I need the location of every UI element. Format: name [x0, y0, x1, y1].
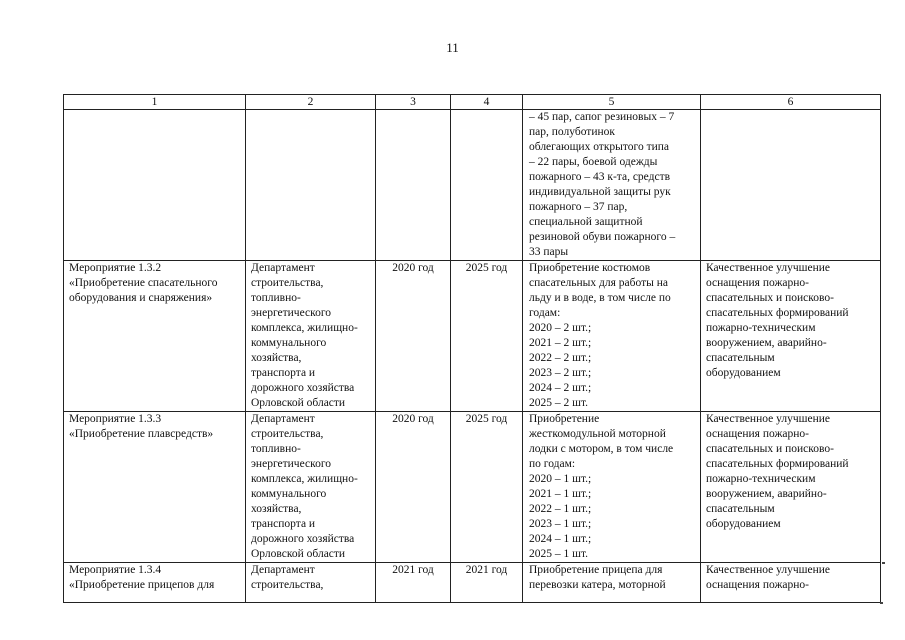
- cell-text-line: Орловской области: [251, 397, 346, 409]
- cell-text-line: Качественное улучшение: [706, 564, 831, 576]
- table-cell-col4: 2021 год: [451, 563, 523, 603]
- cell-text-line: комплекса, жилищно-: [251, 322, 358, 334]
- cell-text-line: годам:: [529, 307, 561, 319]
- column-header-3: 3: [376, 95, 451, 110]
- column-header-5: 5: [523, 95, 701, 110]
- table-cell-col3: 2020 год: [376, 412, 451, 563]
- table-cell-col3: [376, 110, 451, 261]
- table-cell-col5: [523, 563, 701, 603]
- cell-text-line: вооружением, аварийно-: [706, 488, 827, 500]
- cell-text-line: 2024 – 2 шт.;: [529, 382, 592, 394]
- cell-text-line: Качественное улучшение: [706, 413, 831, 425]
- cell-text-line: хозяйства,: [251, 352, 302, 364]
- cell-text-line: 2021 – 1 шт.;: [529, 488, 592, 500]
- cell-text-line: оснащения пожарно-: [706, 579, 809, 591]
- table-row: [64, 563, 881, 603]
- cell-text-line: 2020 – 1 шт.;: [529, 473, 592, 485]
- cell-text-line: пожарного – 43 к-та, средств: [529, 171, 671, 183]
- cell-text-line: пожарного – 37 пар,: [529, 201, 628, 213]
- cell-text-line: комплекса, жилищно-: [251, 473, 358, 485]
- cell-text-line: 2023 – 1 шт.;: [529, 518, 592, 530]
- cell-text-line: по годам:: [529, 458, 576, 470]
- cell-text-line: 2020 – 2 шт.;: [529, 322, 592, 334]
- cell-text-line: Приобретение прицепа для: [529, 564, 663, 576]
- table-row: [64, 261, 881, 412]
- cell-text-line: 2021 – 2 шт.;: [529, 337, 592, 349]
- cell-text-line: лодки с мотором, в том числе: [529, 443, 674, 455]
- cell-text-line: спасательных для работы на: [529, 277, 668, 289]
- cell-text-line: оборудования и снаряжения»: [69, 292, 213, 304]
- table-row: [64, 412, 881, 563]
- table-cell-col1: [64, 412, 246, 563]
- table-cell-col4: [451, 110, 523, 261]
- cell-text-line: 2024 – 1 шт.;: [529, 533, 592, 545]
- cell-text-line: 2023 – 2 шт.;: [529, 367, 592, 379]
- cell-text-line: вооружением, аварийно-: [706, 337, 827, 349]
- cell-text-line: Приобретение: [529, 413, 600, 425]
- cell-text-line: дорожного хозяйства: [251, 533, 355, 545]
- cell-text-line: Орловской области: [251, 548, 346, 560]
- cell-text-line: пар, полуботинок: [529, 126, 615, 138]
- cell-text-line: хозяйства,: [251, 503, 302, 515]
- cell-text-line: «Приобретение спасательного: [69, 277, 218, 289]
- table-cell-col4: 2025 год: [451, 412, 523, 563]
- cell-text-line: 33 пары: [529, 246, 569, 258]
- cell-text-line: пожарно-техническим: [706, 473, 816, 485]
- cell-text-line: специальной защитной: [529, 216, 643, 228]
- program-table: [63, 94, 881, 603]
- table-cell-col5: [523, 261, 701, 412]
- cell-text-line: спасательных и поисково-: [706, 443, 834, 455]
- cell-text-line: строительства,: [251, 428, 324, 440]
- cell-text-line: энергетического: [251, 307, 332, 319]
- cell-text-line: 2022 – 2 шт.;: [529, 352, 592, 364]
- cell-text-line: спасательных формирований: [706, 458, 849, 470]
- cell-text-line: спасательных и поисково-: [706, 292, 834, 304]
- cell-text-line: спасательным: [706, 503, 775, 515]
- table-cell-col6: [701, 563, 881, 603]
- table-cell-col6: [701, 261, 881, 412]
- table-cell-col1: [64, 110, 246, 261]
- cell-text-line: перевозки катера, моторной: [529, 579, 666, 591]
- table-cell-col1: [64, 563, 246, 603]
- table-row: [64, 110, 881, 261]
- cell-text-line: 2025 – 1 шт.: [529, 548, 589, 560]
- table-cell-col2: [246, 110, 376, 261]
- cell-text-line: облегающих открытого типа: [529, 141, 670, 153]
- cell-text-line: дорожного хозяйства: [251, 382, 355, 394]
- column-header-1: 1: [64, 95, 246, 110]
- table-cell-col1: [64, 261, 246, 412]
- table-cell-col5: [523, 110, 701, 261]
- cell-text-line: Департамент: [251, 262, 315, 274]
- cell-text-line: оснащения пожарно-: [706, 428, 809, 440]
- cell-text-line: 2022 – 1 шт.;: [529, 503, 592, 515]
- cell-text-line: пожарно-техническим: [706, 322, 816, 334]
- table-cell-col2: [246, 261, 376, 412]
- cell-text-line: строительства,: [251, 579, 324, 591]
- cell-text-line: оборудованием: [706, 518, 781, 530]
- scan-mark: [882, 562, 885, 564]
- cell-text-line: спасательных формирований: [706, 307, 849, 319]
- cell-text-line: резиновой обуви пожарного –: [529, 231, 676, 243]
- table-cell-col6: [701, 110, 881, 261]
- cell-text-line: «Приобретение прицепов для: [69, 579, 215, 591]
- cell-text-line: топливно-: [251, 292, 301, 304]
- page-number: 11: [446, 40, 459, 55]
- cell-text-line: Департамент: [251, 413, 315, 425]
- table-cell-col4: 2025 год: [451, 261, 523, 412]
- cell-text-line: Департамент: [251, 564, 315, 576]
- column-header-2: 2: [246, 95, 376, 110]
- table-cell-col2: [246, 563, 376, 603]
- table-cell-col5: [523, 412, 701, 563]
- cell-text-line: Мероприятие 1.3.4: [69, 564, 162, 576]
- table-cell-col3: 2020 год: [376, 261, 451, 412]
- column-header-4: 4: [451, 95, 523, 110]
- cell-text-line: Мероприятие 1.3.3: [69, 413, 162, 425]
- cell-text-line: «Приобретение плавсредств»: [69, 428, 214, 440]
- cell-text-line: коммунального: [251, 488, 327, 500]
- cell-text-line: транспорта и: [251, 518, 316, 530]
- cell-text-line: оборудованием: [706, 367, 781, 379]
- cell-text-line: Качественное улучшение: [706, 262, 831, 274]
- cell-text-line: коммунального: [251, 337, 327, 349]
- cell-text-line: – 22 пары, боевой одежды: [529, 156, 658, 168]
- cell-text-line: строительства,: [251, 277, 324, 289]
- cell-text-line: индивидуальной защиты рук: [529, 186, 671, 198]
- cell-text-line: 2025 – 2 шт.: [529, 397, 589, 409]
- cell-text-line: энергетического: [251, 458, 332, 470]
- column-header-6: 6: [701, 95, 881, 110]
- cell-text-line: Мероприятие 1.3.2: [69, 262, 162, 274]
- cell-text-line: Приобретение костюмов: [529, 262, 651, 274]
- cell-text-line: оснащения пожарно-: [706, 277, 809, 289]
- table-header-row: [64, 95, 881, 110]
- cell-text-line: транспорта и: [251, 367, 316, 379]
- table-cell-col3: 2021 год: [376, 563, 451, 603]
- table-cell-col2: [246, 412, 376, 563]
- cell-text-line: жесткомодульной моторной: [529, 428, 666, 440]
- cell-text-line: – 45 пар, сапог резиновых – 7: [529, 111, 675, 123]
- scan-mark: [880, 602, 883, 604]
- cell-text-line: топливно-: [251, 443, 301, 455]
- table-cell-col6: [701, 412, 881, 563]
- cell-text-line: спасательным: [706, 352, 775, 364]
- cell-text-line: льду и в воде, в том числе по: [529, 292, 671, 304]
